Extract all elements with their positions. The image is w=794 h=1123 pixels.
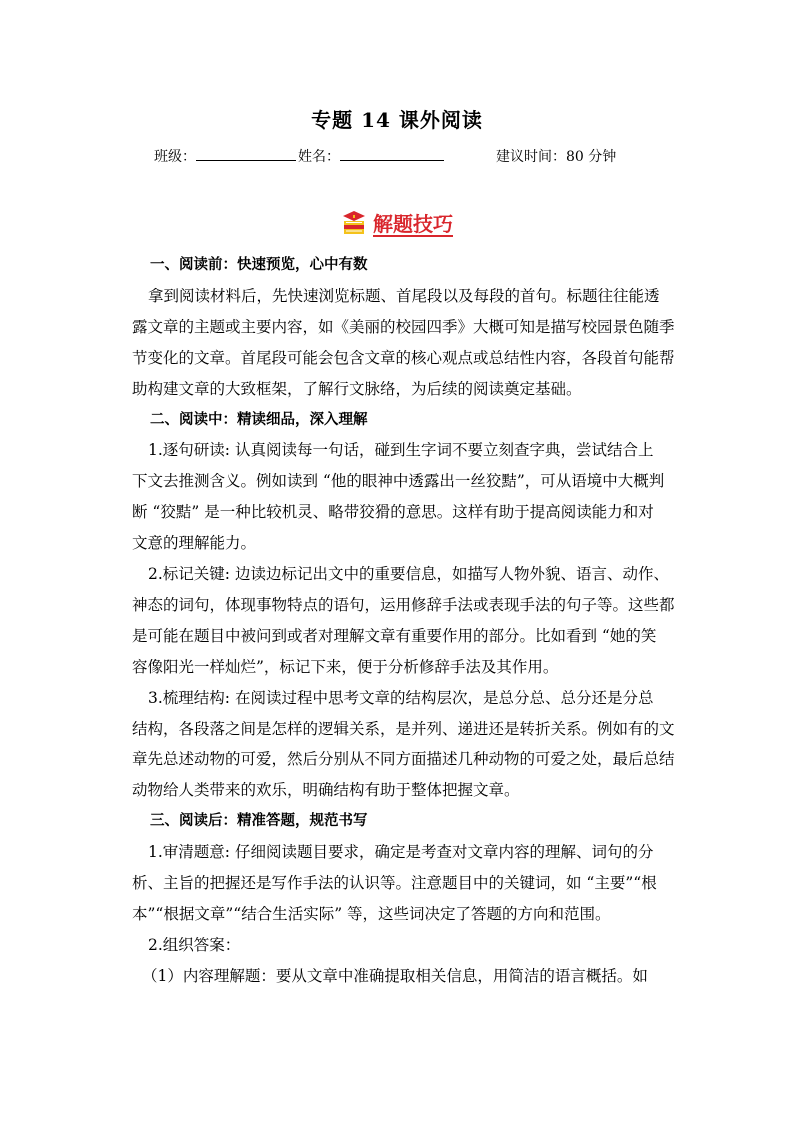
paragraph-line: 助构建文章的大致框架，了解行文脉络，为后续的阅读奠定基础。: [132, 379, 582, 398]
paragraph-line: 容像阳光一样灿烂”，标记下来，便于分析修辞手法及其作用。: [132, 657, 559, 676]
banner-title: 解题技巧: [373, 212, 453, 236]
section-heading: 三、阅读后：精准答题，规范书写: [150, 812, 368, 830]
paragraph-line: 节变化的文章。首尾段可能会包含文章的核心观点或总结性内容，各段首句能帮: [132, 348, 675, 367]
paragraph-line: 断 “狡黠” 是一种比较机灵、略带狡猾的意思。这样有助于提高阅读能力和对: [132, 503, 654, 522]
paragraph-line: 文意的理解能力。: [132, 534, 257, 553]
class-label: 班级：: [154, 149, 196, 165]
paragraph-line: 1.审清题意: 仔细阅读题目要求，确定是考查对文章内容的理解、词句的分: [148, 843, 654, 862]
paragraph-line: 析、主旨的把握还是写作手法的认识等。注意题目中的关键词，如 “主要”“根: [132, 874, 657, 892]
paragraph-line: （1）内容理解题：要从文章中准确提取相关信息，用简洁的语言概括。如: [142, 966, 648, 985]
suggested-time: 建议时间：80 分钟: [496, 149, 617, 165]
paragraph-line: 露文章的主题或主要内容，如《美丽的校园四季》大概可知是描写校园景色随季: [132, 317, 675, 336]
paragraph-line: 1.逐句研读: 认真阅读每一句话，碰到生字词不要立刻查字典，尝试结合上: [148, 441, 654, 460]
paragraph-line: 2.标记关键: 边读边标记出文中的重要信息，如描写人物外貌、语言、动作、: [148, 565, 669, 583]
paragraph-line: 动物给人类带来的欢乐，明确结构有助于整体把握文章。: [132, 781, 520, 800]
paragraph-line: 3.梳理结构: 在阅读过程中思考文章的结构层次，是总分总、总分还是分总: [148, 688, 654, 707]
paragraph-line: 神态的词句，体现事物特点的语句，运用修辞手法或表现手法的句子等。这些都: [132, 595, 675, 614]
page-title: 专题 14 课外阅读: [311, 108, 483, 132]
paragraph-line: 2.组织答案：: [148, 935, 241, 954]
section-heading: 二、阅读中：精读细品，深入理解: [150, 410, 368, 428]
paragraph-line: 章先总述动物的可爱，然后分别从不同方面描述几种动物的可爱之处，最后总结: [132, 750, 675, 769]
paragraph-line: 拿到阅读材料后，先快速浏览标题、首尾段以及每段的首句。标题往往能透: [148, 286, 660, 305]
section-heading: 一、阅读前：快速预览，心中有数: [150, 256, 368, 273]
paragraph-line: 结构，各段落之间是怎样的逻辑关系，是并列、递进还是转折关系。例如有的文: [132, 719, 675, 738]
article-body: [132, 0, 675, 1123]
paragraph-line: 是可能在题目中被问到或者对理解文章有重要作用的部分。比如看到 “她的笑: [132, 626, 657, 645]
paragraph-line: 本”“根据文章”“结合生活实际” 等，这些词决定了答题的方向和范围。: [132, 904, 611, 923]
name-label: 姓名：: [298, 149, 340, 165]
paragraph-line: 下文去推测含义。例如读到 “他的眼神中透露出一丝狡黠”，可从语境中大概判: [132, 472, 665, 491]
